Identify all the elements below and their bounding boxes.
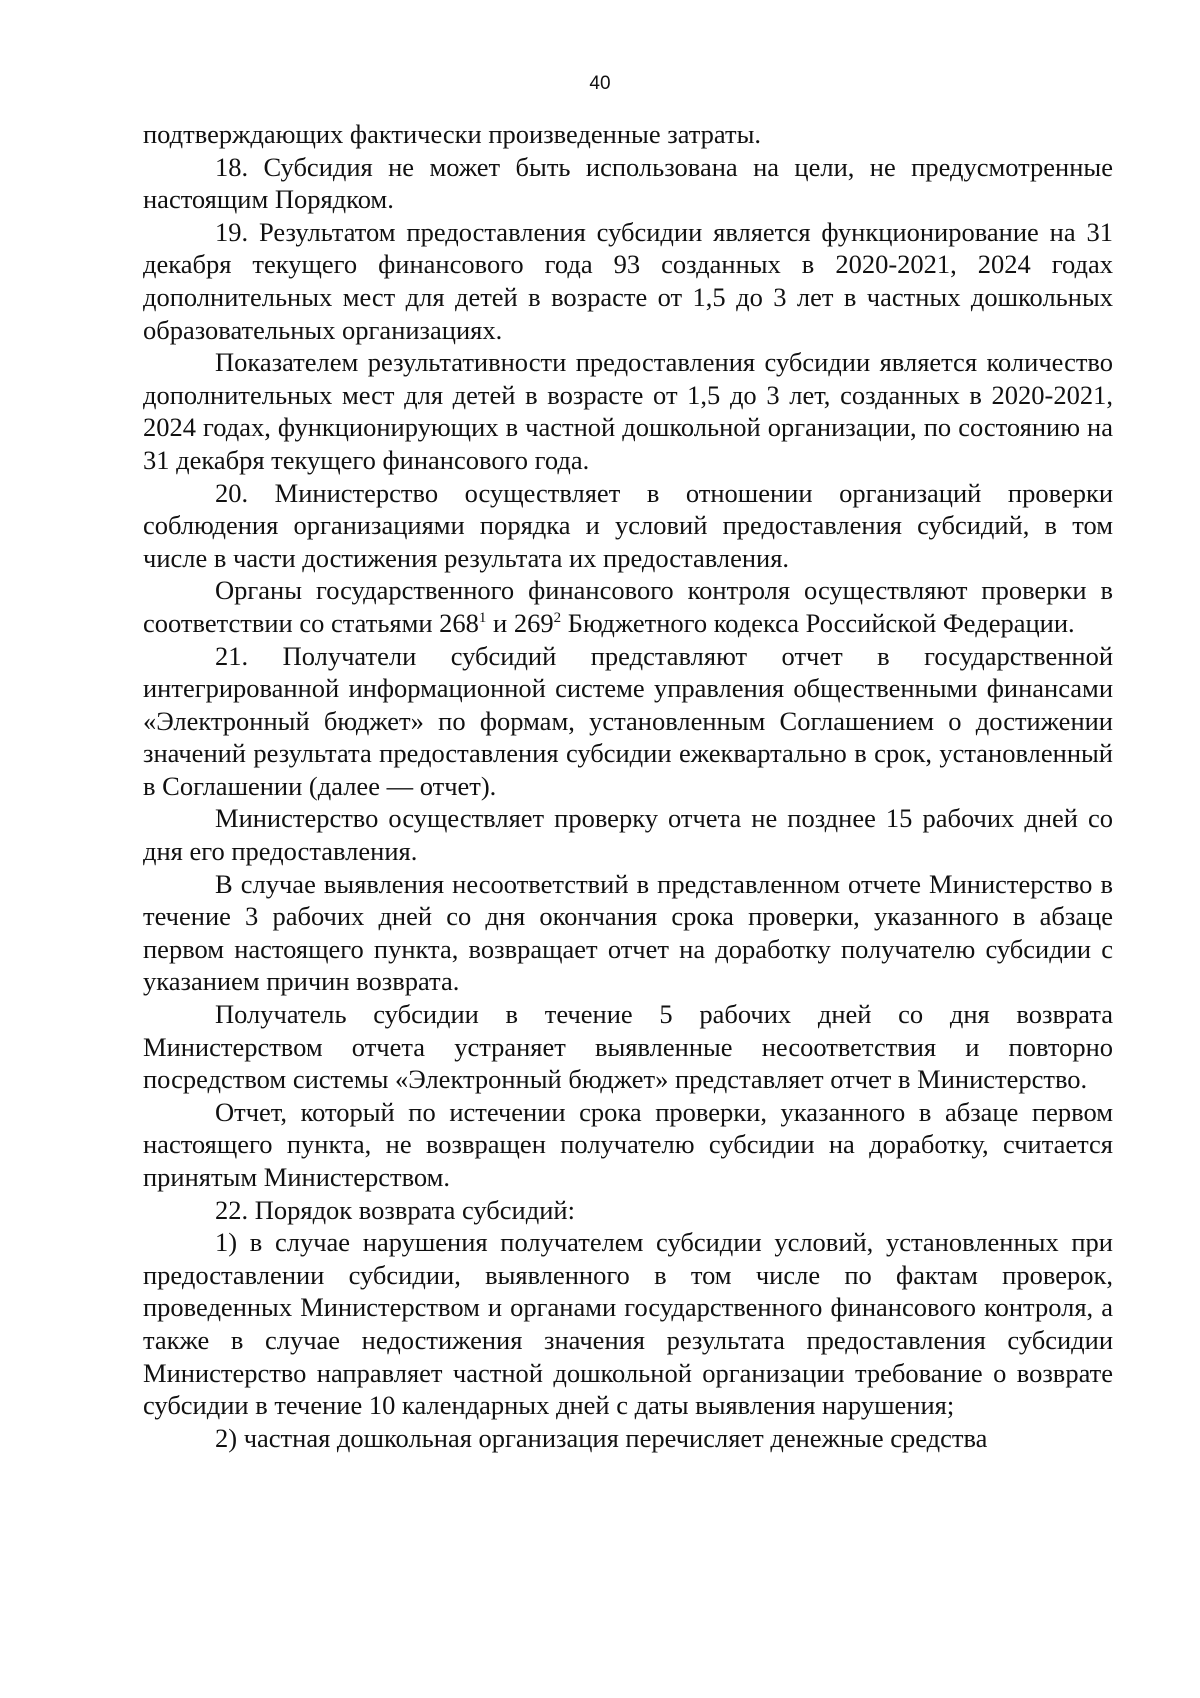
- paragraph-text: подтверждающих фактически произведенные затраты.: [143, 119, 762, 149]
- paragraph-text: Министерство осуществляет проверку отчета не позднее 15 рабочих дней со дня его предоставления.: [143, 803, 1113, 867]
- paragraph-text: Показателем результативности предоставления субсидии является количество дополнительных мест для детей в возрасте от 1,5 до 3 лет, созданных в 2020-2021, 2024 годах, функционирующих в частной дошкольной организации, по состоянию на 31 декабря текущего финансового года.: [143, 347, 1113, 475]
- paragraph: [143, 1422, 1113, 1455]
- document-body: [143, 118, 1113, 1454]
- paragraph: [143, 1226, 1113, 1422]
- paragraph: [143, 151, 1113, 216]
- footnote-superscript: 1: [478, 610, 487, 627]
- paragraph-text: Органы государственного финансового контроля осуществляют проверки в соответствии со статьями 268: [143, 575, 1113, 638]
- page-number: 40: [589, 73, 611, 94]
- paragraph: [143, 640, 1113, 803]
- paragraph-text: В случае выявления несоответствий в представленном отчете Министерство в течение 3 рабочих дней со дня окончания срока проверки, указанного в абзаце первом настоящего пункта, возвращает отчет на доработку получателю субсидии с указанием причин возврата.: [143, 868, 1113, 997]
- paragraph-text: 2) частная дошкольная организация перечисляет денежные средства: [215, 1422, 988, 1453]
- footnote-superscript: 2: [553, 610, 562, 627]
- paragraph-text: 18. Субсидия не может быть использована на цели, не предусмотренные настоящим Порядком.: [143, 151, 1113, 215]
- paragraph: [143, 477, 1113, 575]
- paragraph-text: 21. Получатели субсидий представляют отчет в государственной интегрированной информационной системе управления общественными финансами «Электронный бюджет» по формам, установленным Соглашением о достижении значений результата предоставления субсидии ежеквартально в срок, установленный в Соглашении (далее — отчет).: [143, 640, 1113, 801]
- paragraph: [143, 118, 1113, 151]
- paragraph-text: Получатель субсидии в течение 5 рабочих дней со дня возврата Министерством отчета устраняет выявленные несоответствия и повторно посредством системы «Электронный бюджет» представляет отчет в Министерство.: [143, 999, 1113, 1095]
- paragraph: [143, 1096, 1113, 1194]
- paragraph: [143, 216, 1113, 346]
- paragraph: [143, 868, 1113, 998]
- paragraph-text: 19. Результатом предоставления субсидии является функционирование на 31 декабря текущего финансового года 93 созданных в 2020-2021, 2024 годах дополнительных мест для детей в возрасте от 1,5 до 3 лет в частных дошкольных образовательных организациях.: [143, 216, 1113, 345]
- paragraph: [143, 998, 1113, 1096]
- paragraph: [143, 574, 1113, 639]
- paragraph-text: Бюджетного кодекса Российской Федерации.: [561, 607, 1075, 638]
- paragraph-text: и 269: [486, 607, 554, 638]
- paragraph: [143, 1194, 1113, 1227]
- paragraph-text: 20. Министерство осуществляет в отношении организаций проверки соблюдения организациями порядка и условий предоставления субсидий, в том числе в части достижения результата их предоставления.: [143, 477, 1113, 573]
- paragraph-text: Отчет, который по истечении срока проверки, указанного в абзаце первом настоящего пункта, не возвращен получателю субсидии на доработку, считается принятым Министерством.: [143, 1096, 1113, 1192]
- paragraph-text: 22. Порядок возврата субсидий:: [215, 1194, 575, 1225]
- paragraph-text: 1) в случае нарушения получателем субсидии условий, установленных при предоставлении субсидии, выявленного в том числе по фактам проверок, проведенных Министерством и органами государственного финансового контроля, а также в случае недостижения значения результата предоставления субсидии Министерство направляет частной дошкольной организации требование о возврате субсидии в течение 10 календарных дней с даты выявления нарушения;: [143, 1227, 1113, 1421]
- paragraph: [143, 346, 1113, 476]
- paragraph: [143, 802, 1113, 867]
